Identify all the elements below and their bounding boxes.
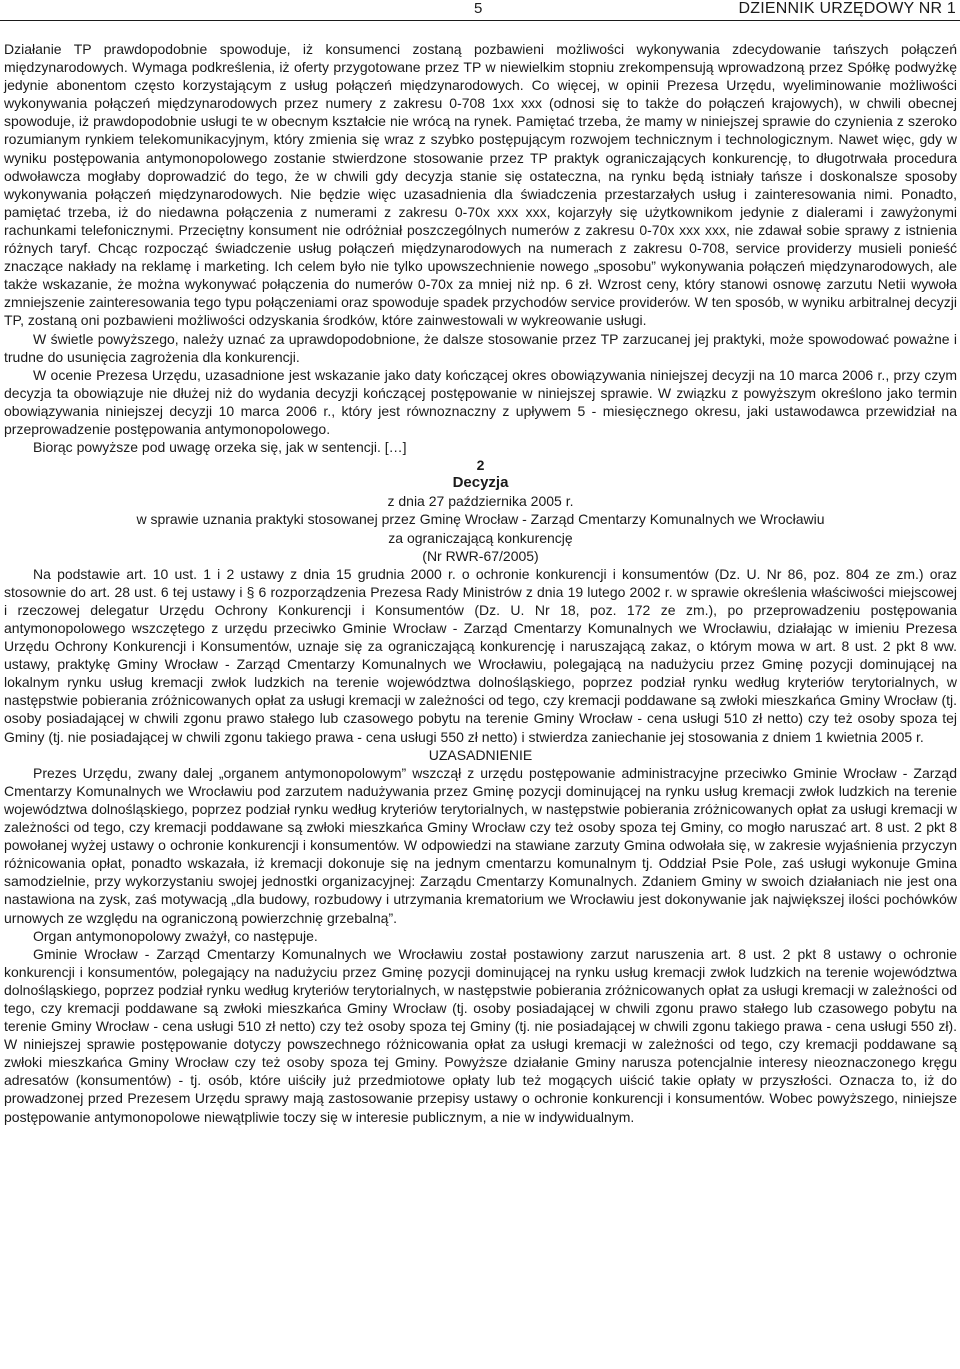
- body-paragraph-1: Działanie TP prawdopodobnie spowoduje, iż konsumenci zostaną pozbawieni możliwości wykonywania zdecydowanie tańszych połączeń międzynarodowych. Wymaga podkreślenia, iż oferty przygotowane przez TP w niewielkim stopniu zrekompensują wprowadzoną przez Spółkę podwyżkę jedynie abonentom często korzystającym z usług połączeń międzynarodowych. Co więcej, w opinii Prezesa Urzędu, wyeliminowanie możliwości wykonywania połączeń międzynarodowych przez numery z zakresu 0-708 1xx xxx (odnosi się to także do połączeń krajowych), w chwili obecnej spowoduje, iż prawdopodobnie usługi te w obecnym kształcie nie wrócą na rynek. Pamiętać trzeba, że mamy w niniejszej sprawie do czynienia z szeroko rozumianym rynkiem telekomunikacyjnym, który zmienia się wraz z szybko postępującym rozwojem technicznym i technologicznym. Nawet więc, gdy w wyniku postępowania antymonopolowego zostanie stwierdzone stosowanie przez TP praktyk ograniczających konkurencję, to długotrwała procedura odwoławcza mogłaby doprowadzić do tego, że w chwili gdy decyzja stanie się ostateczna, na rynku będą istniały tańsze i doskonalsze sposoby wykonywania połączeń międzynarodowych. Nie będzie więc uzasadnienia dla świadczenia przestarzałych usług i zainteresowania nimi. Ponadto, pamiętać trzeba, iż do niedawna połączenia z numerami z zakresu 0-70x xxx xxx, kojarzyły się użytkownikom jedynie z dialerami i zawyżonymi rachunkami telefonicznymi. Przeciętny konsument nie odróżniał poszczególnych numerów z zakresu 0-70x xxx xxx, nie zdawał sobie sprawy z istnienia różnych taryf. Chcąc rozpocząć świadczenie usług połączeń międzynarodowych na numerach z zakresu 0-708, service providerzy musieli ponieść znaczące nakłady na reklamę i marketing. Ich celem było nie tylko upowszechnienie nowego „sposobu” wykonywania połączeń międzynarodowych, ale także wskazanie, że można wykonywać połączenia do numerów 0-70x za mniej niż np. 6 zł. Wzrost ceny, który stanowi osnowę zarzutu Netii wywoła zmniejszenie zainteresowania tego typu połączeniami oraz spowoduje spadek przychodów service providerów. W ten sposób, w wyniku arbitralnej decyzji TP, zostaną oni pozbawieni możliwości odzyskania środków, które zainwestowali w wykreowanie usługi.: [4, 41, 957, 329]
- decision-reference: (Nr RWR-67/2005): [422, 547, 539, 564]
- decision-title: Decyzja: [452, 474, 509, 492]
- body-paragraph-3: W ocenie Prezesa Urzędu, uzasadnione jest wskazanie jako daty kończącej okres obowiązywania niniejszej decyzji na 10 marca 2006 r., przy czym decyzja ta obowiązuje nie dłużej niż do wydania decyzji kończącej postępowanie w niniejszej sprawie. W związku z powyższym określono jako termin obowiązywania niniejszej decyzji 10 marca 2006 r., który jest równoznaczny z upływem 5 - miesięcznego okresu, jaki ustawodawca przewidział na przeprowadzenie postępowania antymonopolowego.: [4, 366, 957, 437]
- justification-heading: UZASADNIENIE: [428, 746, 533, 763]
- header-rule: [0, 20, 960, 21]
- body-paragraph-4: Biorąc powyższe pod uwagę orzeka się, jak w sentencji. […]: [33, 439, 407, 456]
- page-number: 5: [474, 0, 483, 17]
- decision-subject-line-2: za ograniczającą konkurencję: [388, 529, 573, 546]
- journal-name: DZIENNIK URZĘDOWY NR 1: [738, 0, 956, 17]
- decision-date: z dnia 27 października 2005 r.: [387, 493, 574, 510]
- justification-paragraph-2: Organ antymonopolowy zważył, co następuje.: [33, 927, 318, 944]
- body-paragraph-2: W świetle powyższego, należy uznać za uprawdopodobnione, że dalsze stosowanie przez TP zarzucanej jej praktyki, może spowodować poważne i trudne do usunięcia zagrożenia dla konkurencji.: [4, 330, 957, 365]
- decision-legal-basis: Na podstawie art. 10 ust. 1 i 2 ustawy z dnia 15 grudnia 2000 r. o ochronie konkurencji i konsumentów (Dz. U. Nr 86, poz. 804 ze zm.) oraz stosownie do art. 28 ust. 6 tej ustawy i § 6 rozporządzenia Prezesa Rady Ministrów z dnia 19 lutego 2002 r. w sprawie określenia właściwości miejscowej i rzeczowej delegatur Urzędu Ochrony Konkurencji i Konsumentów (Dz. U. Nr 18, poz. 172 ze zm.), po przeprowadzeniu postępowania antymonopolowego wszczętego z urzędu przeciwko Gminie Wrocław - Zarząd Cmentarzy Komunalnych we Wrocławiu, działając w imieniu Prezesa Urzędu Ochrony Konkurencji i Konsumentów, uznaje się za ograniczającą konkurencję i naruszającą zakaz, o którym mowa w art. 8 ust. 2 pkt 8 ww. ustawy, praktykę Gminy Wrocław - Zarząd Cmentarzy Komunalnych we Wrocławiu, polegającą na nadużyciu przez Gminę pozycji dominującej na lokalnym rynku usług kremacji zwłok ludzkich na terenie województwa dolnośląskiego, poprzez podział rynku według kryteriów terytorialnych, w następstwie pobierania zróżnicowanych opłat za usługi kremacji w zależności od tego, czy kremacji poddawane są zwłoki mieszkańca Gminy Wrocław (tj. osoby posiadającej w chwili zgonu prawo stałego lub czasowego pobytu na terenie Gminy Wrocław - cena usługi 510 zł netto) czy też osoby spoza tej Gminy (tj. nie posiadającej w chwili zgonu takiego prawa - cena usługi 550 zł netto) i stwierdza zaniechanie jej stosowania z dniem 1 kwietnia 2005 r.: [4, 565, 957, 745]
- justification-paragraph-1: Prezes Urzędu, zwany dalej „organem antymonopolowym” wszczął z urzędu postępowanie administracyjne przeciwko Gminie Wrocław - Zarząd Cmentarzy Komunalnych we Wrocławiu pod zarzutem nadużywania przez Gminę pozycji dominującej na rynku usług kremacji zwłok ludzkich na terenie województwa dolnośląskiego, poprzez podział rynku według kryteriów terytorialnych, w następstwie pobierania zróżnicowanych opłat za usługi kremacji w zależności od tego, czy kremacji poddawane są zwłoki mieszkańca Gminy Wrocław czy też osoby spoza tej Gminy, co mogło naruszać art. 8 ust. 2 pkt 8 powołanej wyżej ustawy o ochronie konkurencji i konsumentów. W odpowiedzi na stawiane zarzuty Gmina odwołała się, w zakresie wyjaśnienia przyczyn różnicowania opłat, ponadto wskazała, iż kremacji dokonuje się na jednym cmentarzu komunalnym tj. Oddział Psie Pole, zaś usługi wykonuje Gmina samodzielnie, przy wykorzystaniu swojej jednostki organizacyjnej: Zarządu Cmentarzy Komunalnych. Zdaniem Gminy w swoich działaniach nie jest ona nastawiona na zysk, zaś motywacją „dla budowy, rozbudowy i utrzymania krematorium we Wrocławiu jest dokonywanie jak największej ilości pochówków urnowych ze względu na ograniczoną powierzchnię grzebalną”.: [4, 764, 957, 926]
- page-header: [0, 0, 960, 20]
- decision-number: 2: [476, 457, 485, 474]
- decision-subject-line-1: w sprawie uznania praktyki stosowanej przez Gminę Wrocław - Zarząd Cmentarzy Komunalnych we Wrocławiu: [136, 511, 825, 528]
- document-body: [4, 40, 957, 1126]
- justification-paragraph-3: Gminie Wrocław - Zarząd Cmentarzy Komunalnych we Wrocławiu został postawiony zarzut naruszenia art. 8 ust. 2 pkt 8 ustawy o ochronie konkurencji i konsumentów, polegający na nadużyciu przez Gminę pozycji dominującej na rynku usług kremacji zwłok ludzkich na terenie województwa dolnośląskiego, poprzez podział rynku według kryteriów terytorialnych, w następstwie pobierania zróżnicowanych opłat za usługi kremacji w zależności od tego, czy kremacji poddawane są zwłoki mieszkańca Gminy Wrocław (tj. osoby posiadającej w chwili zgonu prawo stałego lub czasowego pobytu na terenie Gminy Wrocław - cena usługi 510 zł netto) czy też osoby spoza tej Gminy (tj. nie posiadającej w chwili zgonu takiego prawa - cena usługi 550 zł). W niniejszej sprawie postępowanie dotyczy powszechnego różnicowania opłat za usługi kremacji w zależności od tego, czy kremacji poddawane są zwłoki mieszkańca Gminy Wrocław czy też osoby spoza tej Gminy. Powyższe działanie Gminy narusza potencjalnie interesy nieoznaczonego kręgu adresatów (konsumentów) - tj. osób, które uiściły już przedmiotowe opłaty lub też mogących uiścić takie opłaty w przyszłości. Oznacza to, iż do prowadzonej przed Prezesem Urzędu sprawy mają zastosowanie przepisy ustawy o ochronie konkurencji i konsumentów. Wobec powyższego, niniejsze postępowanie antymonopolowe niewątpliwie toczy się w interesie publicznym, a nie w indywidualnym.: [4, 945, 957, 1125]
